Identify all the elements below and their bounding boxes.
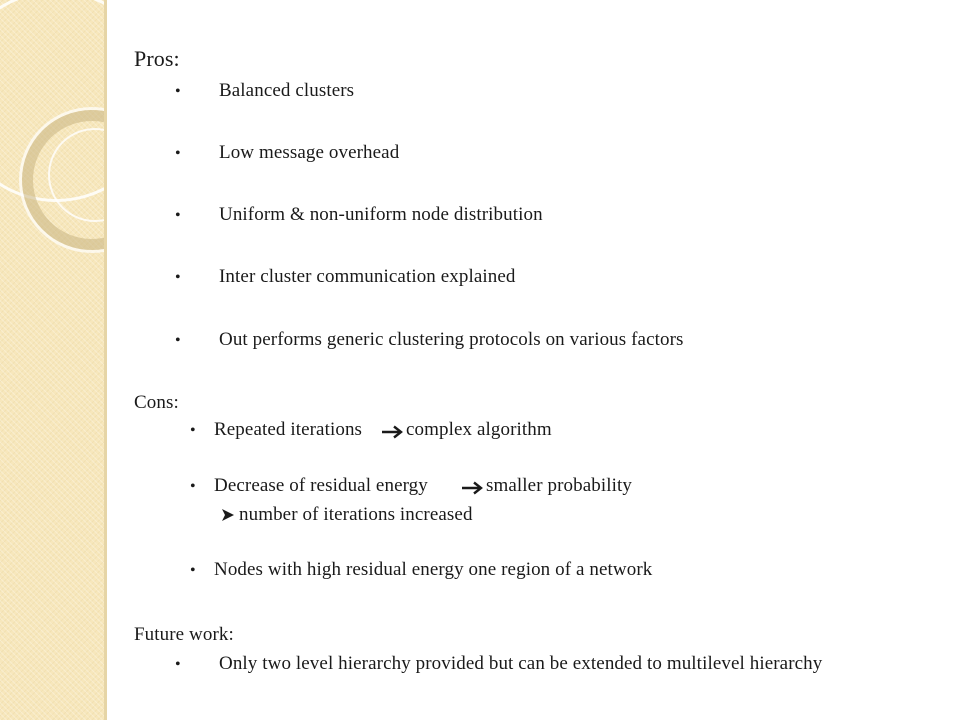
pros-item-5: Out performs generic clustering protocols on various factors (219, 329, 684, 350)
bullet-dot-icon: • (175, 656, 181, 673)
cons-item-1-right: complex algorithm (406, 419, 552, 440)
cons-item-2-sub: number of iterations increased (239, 504, 473, 525)
cons-item-3: Nodes with high residual energy one region of a network (214, 559, 653, 580)
pros-item-3: Uniform & non-uniform node distribution (219, 204, 543, 225)
cons-item-1-left: Repeated iterations (214, 419, 363, 440)
cons-item-2-left: Decrease of residual energy (214, 475, 428, 496)
bullet-dot-icon: • (175, 332, 181, 349)
bullet-dot-icon: • (175, 145, 181, 162)
pros-item-4: Inter cluster communication explained (219, 266, 516, 287)
cons-item-2-right: smaller probability (486, 475, 632, 496)
decorative-side-band (0, 0, 104, 720)
bullet-dot-icon: • (175, 207, 181, 224)
side-band-edge (104, 0, 107, 720)
future-item-1: Only two level hierarchy provided but can be extended to multilevel hierarchy (219, 653, 823, 674)
right-arrow-icon (461, 481, 485, 495)
bullet-dot-icon: • (175, 83, 181, 100)
bullet-dot-icon: • (190, 422, 196, 439)
bullet-dot-icon: • (175, 269, 181, 286)
pros-item-1: Balanced clusters (219, 80, 355, 101)
pros-heading: Pros: (134, 46, 180, 71)
arrowhead-bullet-icon (221, 508, 235, 522)
pros-item-2: Low message overhead (219, 142, 400, 163)
right-arrow-icon (381, 425, 405, 439)
future-heading: Future work: (134, 624, 234, 645)
cons-heading: Cons: (134, 392, 179, 413)
bullet-dot-icon: • (190, 478, 196, 495)
bullet-dot-icon: • (190, 562, 196, 579)
